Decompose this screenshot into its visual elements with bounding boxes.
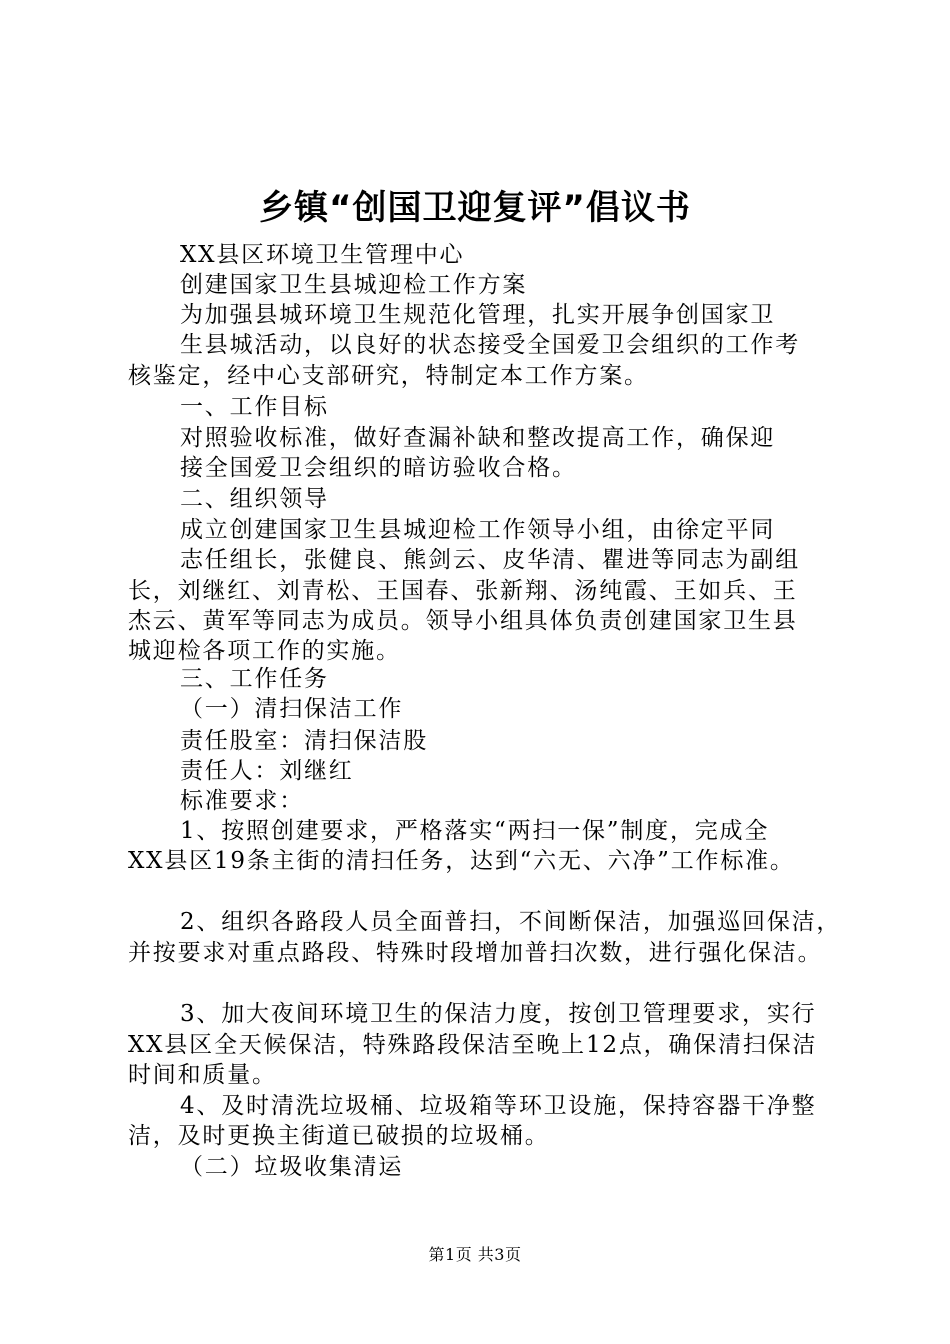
body-line: 时间和质量。 <box>128 1062 277 1088</box>
body-line: 责任人：刘继红 <box>180 758 354 784</box>
subsection-heading: （一）清扫保洁工作 <box>180 696 404 722</box>
body-line: 1、按照创建要求，严格落实“两扫一保”制度，完成全 <box>180 818 770 844</box>
body-line: 志任组长，张健良、熊剑云、皮华清、瞿进等同志为副组 <box>180 547 800 573</box>
body-line: 长，刘继红、刘青松、王国春、张新翔、汤纯霞、王如兵、王 <box>128 578 798 604</box>
body-line: 杰云、黄军等同志为成员。领导小组具体负责创建国家卫生县 <box>128 608 798 634</box>
body-line: 洁，及时更换主街道已破损的垃圾桶。 <box>128 1123 550 1149</box>
section-heading: 一、工作目标 <box>180 394 329 420</box>
section-heading: 三、工作任务 <box>180 666 329 692</box>
section-heading: 二、组织领导 <box>180 486 329 512</box>
body-line: XX县区环境卫生管理中心 <box>180 242 465 268</box>
body-line: 成立创建国家卫生县城迎检工作领导小组，由徐定平同 <box>180 517 776 543</box>
body-line: 3、加大夜间环境卫生的保洁力度，按创卫管理要求，实行 <box>180 1001 817 1027</box>
body-line: 接全国爱卫会组织的暗访验收合格。 <box>180 455 577 481</box>
page-title: 乡镇“创国卫迎复评”倡议书 <box>259 188 691 228</box>
body-line: 4、及时清洗垃圾桶、垃圾箱等环卫设施，保持容器干净整 <box>180 1093 817 1119</box>
body-line: 核鉴定，经中心支部研究，特制定本工作方案。 <box>128 363 649 389</box>
body-line: 标准要求： <box>180 788 304 814</box>
body-line: 生县城活动，以良好的状态接受全国爱卫会组织的工作考 <box>180 332 800 358</box>
body-line: 对照验收标准，做好查漏补缺和整改提高工作，确保迎 <box>180 425 776 451</box>
body-line: XX县区19条主街的清扫任务，达到“六无、六净”工作标准。 <box>128 848 795 874</box>
body-line: 为加强县城环境卫生规范化管理，扎实开展争创国家卫 <box>180 302 776 328</box>
body-line: 城迎检各项工作的实施。 <box>128 638 401 664</box>
body-line: 并按要求对重点路段、特殊时段增加普扫次数，进行强化保洁。 <box>128 940 823 966</box>
body-line: 创建国家卫生县城迎检工作方案 <box>180 272 528 298</box>
body-line: 2、组织各路段人员全面普扫，不间断保洁，加强巡回保洁， <box>180 909 842 935</box>
body-line: XX县区全天候保洁，特殊路段保洁至晚上12点，确保清扫保洁 <box>128 1032 818 1058</box>
subsection-heading: （二）垃圾收集清运 <box>180 1154 404 1180</box>
page-footer: 第1页 共3页 <box>428 1245 522 1264</box>
body-line: 责任股室：清扫保洁股 <box>180 728 428 754</box>
